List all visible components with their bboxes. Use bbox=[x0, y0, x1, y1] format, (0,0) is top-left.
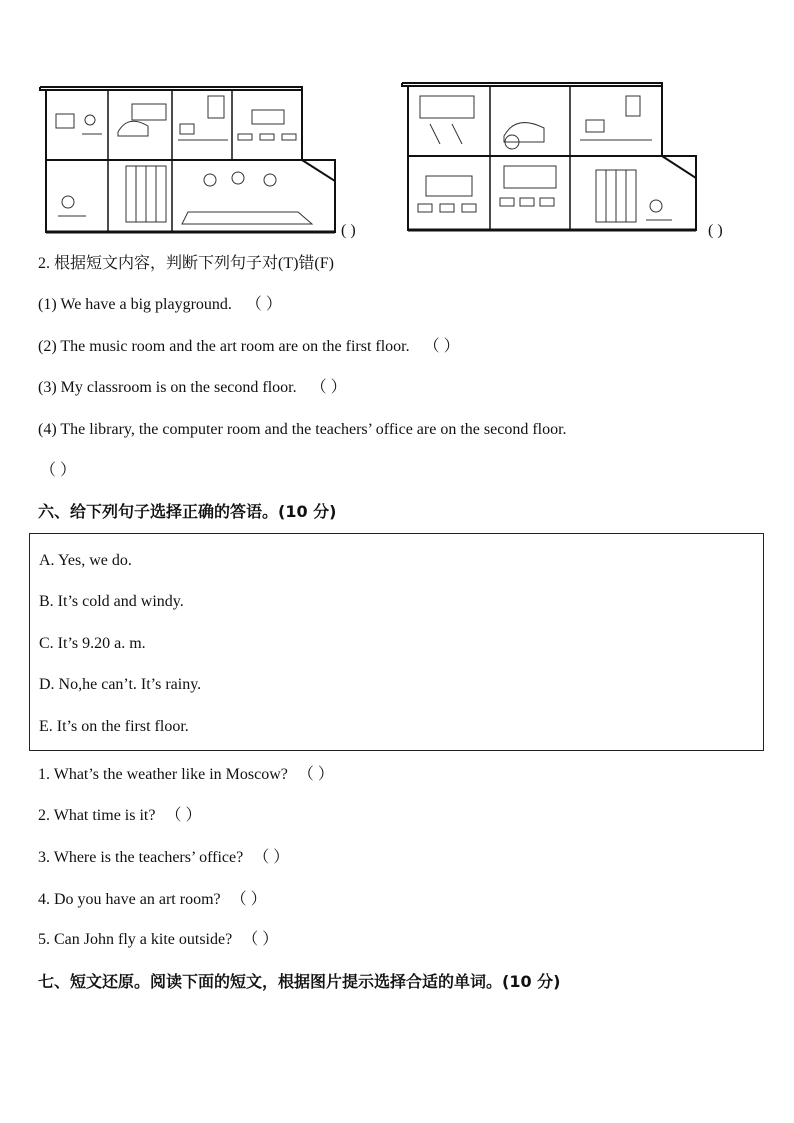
question-3-text: 3. Where is the teachers’ office? bbox=[38, 849, 244, 866]
tf-item-3-answer[interactable]: （ ） bbox=[310, 379, 347, 396]
section5-q2-instruction: 2. 根据短文内容，判断下列句子对(T)错(F) bbox=[38, 255, 334, 272]
question-4-text: 4. Do you have an art room? bbox=[38, 891, 221, 908]
option-c: C. It’s 9.20 a. m. bbox=[39, 635, 146, 652]
tf-item-3-text: (3) My classroom is on the second floor. bbox=[38, 379, 297, 396]
school-building-picture-right bbox=[400, 80, 700, 234]
question-1-answer[interactable]: （ ） bbox=[297, 766, 334, 783]
tf-item-1 bbox=[38, 295, 282, 315]
section7-heading: 七、短文还原。阅读下面的短文，根据图片提示选择合适的单词。(10 分) bbox=[38, 972, 561, 991]
option-d: D. No,he can’t. It’s rainy. bbox=[39, 676, 202, 693]
question-4-answer[interactable]: （ ） bbox=[230, 891, 267, 908]
left-picture-answer-paren[interactable]: ( ) bbox=[341, 222, 356, 239]
tf-item-4-answer[interactable]: （ ） bbox=[40, 462, 77, 479]
tf-item-3 bbox=[38, 378, 347, 398]
tf-item-4-text: (4) The library, the computer room and the teachers’ office are on the second floor. bbox=[38, 421, 567, 438]
question-2 bbox=[38, 806, 201, 826]
tf-item-1-text: (1) We have a big playground. bbox=[38, 296, 232, 313]
tf-item-2-text: (2) The music room and the art room are on the first floor. bbox=[38, 338, 410, 355]
question-5 bbox=[38, 930, 278, 950]
tf-item-2 bbox=[38, 337, 460, 357]
question-2-answer[interactable]: （ ） bbox=[165, 807, 202, 824]
question-3-answer[interactable]: （ ） bbox=[253, 849, 290, 866]
option-b: B. It’s cold and windy. bbox=[39, 593, 184, 610]
question-1 bbox=[38, 765, 334, 785]
question-1-text: 1. What’s the weather like in Moscow? bbox=[38, 766, 288, 783]
question-3 bbox=[38, 848, 289, 868]
question-4 bbox=[38, 890, 267, 910]
question-2-text: 2. What time is it? bbox=[38, 807, 156, 824]
section6-heading: 六、给下列句子选择正确的答语。(10 分) bbox=[38, 502, 337, 521]
option-e: E. It’s on the first floor. bbox=[39, 718, 189, 735]
question-5-text: 5. Can John fly a kite outside? bbox=[38, 931, 233, 948]
question-5-answer[interactable]: （ ） bbox=[242, 931, 279, 948]
tf-item-1-answer[interactable]: （ ） bbox=[245, 296, 282, 313]
answer-options-box bbox=[29, 533, 764, 751]
right-picture-answer-paren[interactable]: ( ) bbox=[708, 222, 723, 239]
option-a: A. Yes, we do. bbox=[39, 552, 132, 569]
tf-item-2-answer[interactable]: （ ） bbox=[423, 338, 460, 355]
school-building-picture-left bbox=[38, 84, 338, 234]
